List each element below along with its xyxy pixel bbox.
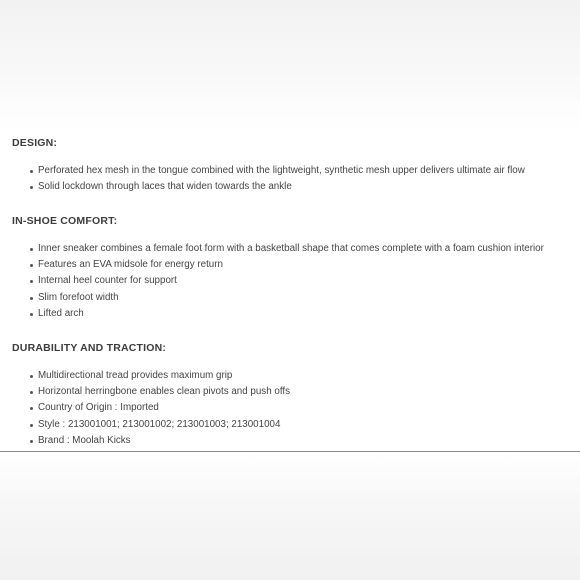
bullet-icon: [30, 264, 33, 267]
list-item: Multidirectional tread provides maximum grip: [0, 368, 290, 384]
design-list: [0, 163, 525, 195]
bullet-icon: [30, 424, 33, 427]
list-item: Perforated hex mesh in the tongue combined with the lightweight, synthetic mesh upper delivers ultimate air flow: [0, 163, 525, 179]
bullet-icon: [30, 170, 33, 173]
durability-and-traction-list: [0, 368, 290, 449]
list-item: Country of Origin : Imported: [0, 400, 290, 416]
bottom-background-fade: [0, 452, 580, 580]
bullet-icon: [30, 297, 33, 300]
bullet-icon: [30, 313, 33, 316]
list-item: Style : 213001001; 213001002; 213001003; 213001004: [0, 417, 290, 433]
bullet-icon: [30, 407, 33, 410]
in-shoe-comfort-list: [0, 241, 544, 322]
bullet-icon: [30, 440, 33, 443]
bullet-icon: [30, 375, 33, 378]
bullet-icon: [30, 248, 33, 251]
list-item: Lifted arch: [0, 306, 544, 322]
list-item: Horizontal herringbone enables clean pivots and push offs: [0, 384, 290, 400]
list-item: Inner sneaker combines a female foot form with a basketball shape that comes complete with a foam cushion interior: [0, 241, 544, 257]
list-item: Solid lockdown through laces that widen towards the ankle: [0, 179, 525, 195]
bullet-icon: [30, 391, 33, 394]
list-item: Slim forefoot width: [0, 290, 544, 306]
section-heading-durability-and-traction: DURABILITY AND TRACTION:: [12, 342, 167, 354]
section-heading-design: DESIGN:: [12, 137, 58, 149]
bullet-icon: [30, 186, 33, 189]
product-details-panel: [0, 130, 580, 452]
list-item: Internal heel counter for support: [0, 273, 544, 289]
section-heading-in-shoe-comfort: IN-SHOE COMFORT:: [12, 215, 118, 227]
list-item: Features an EVA midsole for energy return: [0, 257, 544, 273]
list-item: Brand : Moolah Kicks: [0, 433, 290, 449]
bullet-icon: [30, 280, 33, 283]
top-background-fade: [0, 0, 580, 130]
